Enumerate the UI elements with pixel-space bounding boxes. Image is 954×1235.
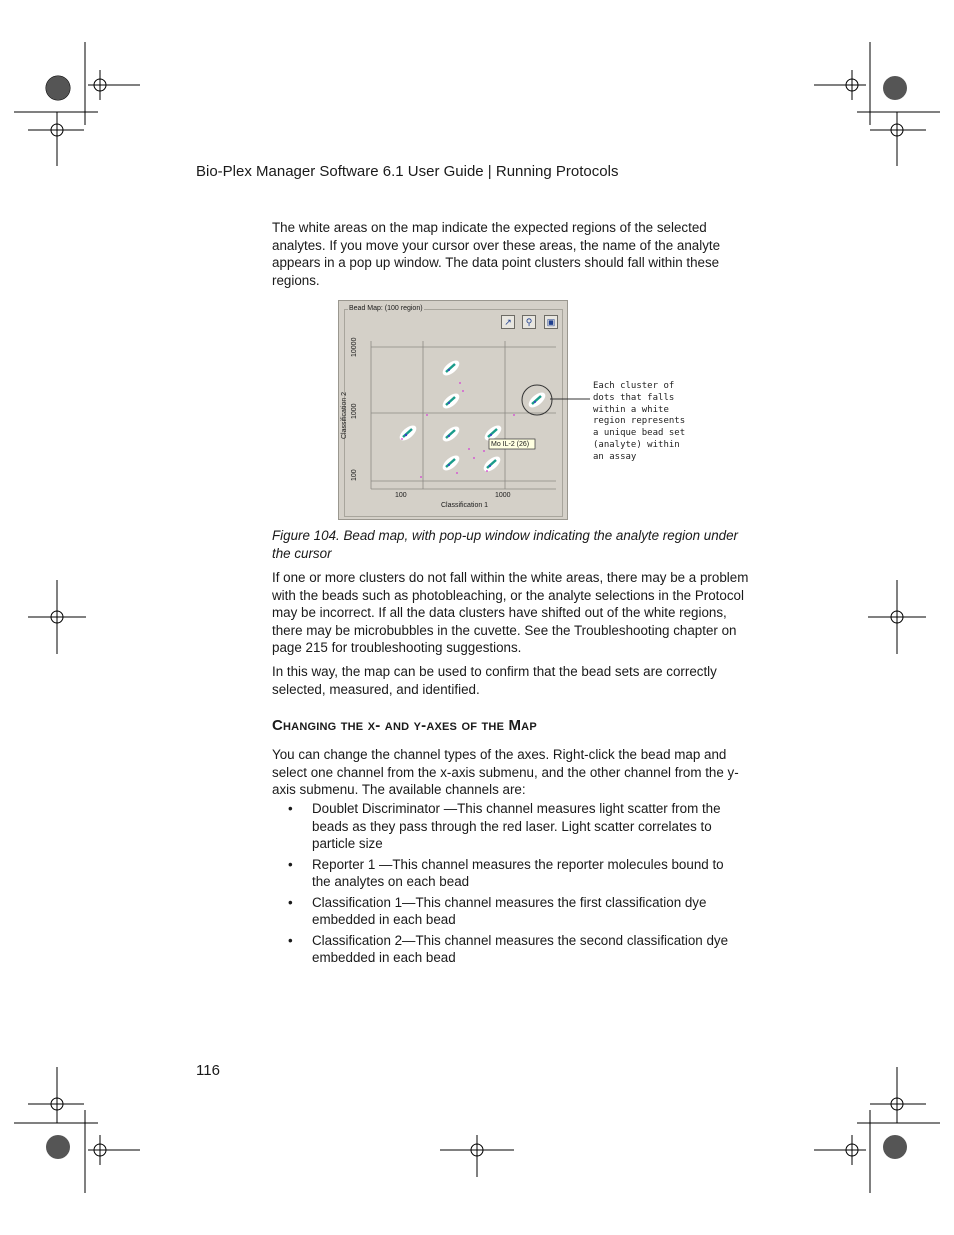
callout-text: Each cluster of dots that falls within a white region represents a unique bead set (analyte) within an assay [593, 381, 686, 462]
channel-list [272, 800, 742, 970]
x-tick-1000: 1000 [495, 492, 511, 499]
page-number: 116 [196, 1062, 220, 1079]
list-item [272, 800, 742, 853]
running-header: Bio-Plex Manager Software 6.1 User Guide | Running Protocols [196, 163, 619, 180]
y-tick-10000: 10000 [351, 337, 358, 357]
window-icon[interactable]: ▣ [544, 315, 558, 329]
list-item-text: Classification 2—This channel measures the second classification dye embedded in each bead [312, 932, 729, 965]
confirm-paragraph: In this way, the map can be used to confirm that the bead sets are correctly selected, measured, and identified. [272, 664, 717, 697]
axes-paragraph: You can change the channel types of the axes. Right-click the bead map and select one channel from the x-axis submenu, and the other channel from the y-axis submenu. The available channels are: [272, 747, 739, 797]
figure-caption: Figure 104. Bead map, with pop-up window indicating the analyte region under the cursor [272, 528, 738, 561]
list-item-text: Doublet Discriminator —This channel measures light scatter from the beads as they pass through the red laser. Light scatter correlates to particle size [312, 801, 721, 851]
analyte-tooltip: Mo IL-2 (26) [491, 441, 530, 448]
bullet-icon: • [288, 801, 293, 816]
y-axis-label: Classification 2 [341, 391, 348, 439]
bead-map-plot [339, 301, 567, 519]
y-tick-1000: 1000 [351, 403, 358, 419]
zoom-icon[interactable]: ⚲ [522, 315, 536, 329]
x-tick-100: 100 [395, 492, 407, 499]
bullet-icon: • [288, 894, 293, 910]
troubleshooting-paragraph: If one or more clusters do not fall within the white areas, there may be a problem with the beads such as photobleaching, or the analyte selections in the Protocol may be incorrect. If all the data clusters have shifted out of the white regions, there may be microbubbles in the cuvette. See the Troubleshooting chapter on page 215 for troubleshooting suggestions. [272, 570, 749, 655]
section-heading: Changing the x- and y-axes of the Map [272, 717, 537, 734]
chart-icon[interactable]: ↗ [501, 315, 515, 329]
bead-map-figure [338, 300, 568, 520]
list-item-text: Classification 1—This channel measures the first classification dye embedded in each bead [312, 894, 707, 927]
list-item-text: Reporter 1 —This channel measures the reporter molecules bound to the analytes on each bead [312, 856, 724, 889]
bullet-icon: • [288, 932, 293, 948]
bullet-icon: • [288, 856, 293, 872]
x-axis-label: Classification 1 [441, 502, 489, 509]
list-item [272, 932, 742, 967]
bead-map-title: Bead Map: (100 region) [349, 305, 423, 312]
list-item [272, 894, 742, 929]
y-tick-100: 100 [351, 469, 358, 481]
list-item [272, 856, 742, 891]
intro-paragraph: The white areas on the map indicate the expected regions of the selected analytes. If you move your cursor over these areas, the name of the analyte appears in a pop up window. The data point clusters should fall within these regions. [272, 220, 721, 288]
